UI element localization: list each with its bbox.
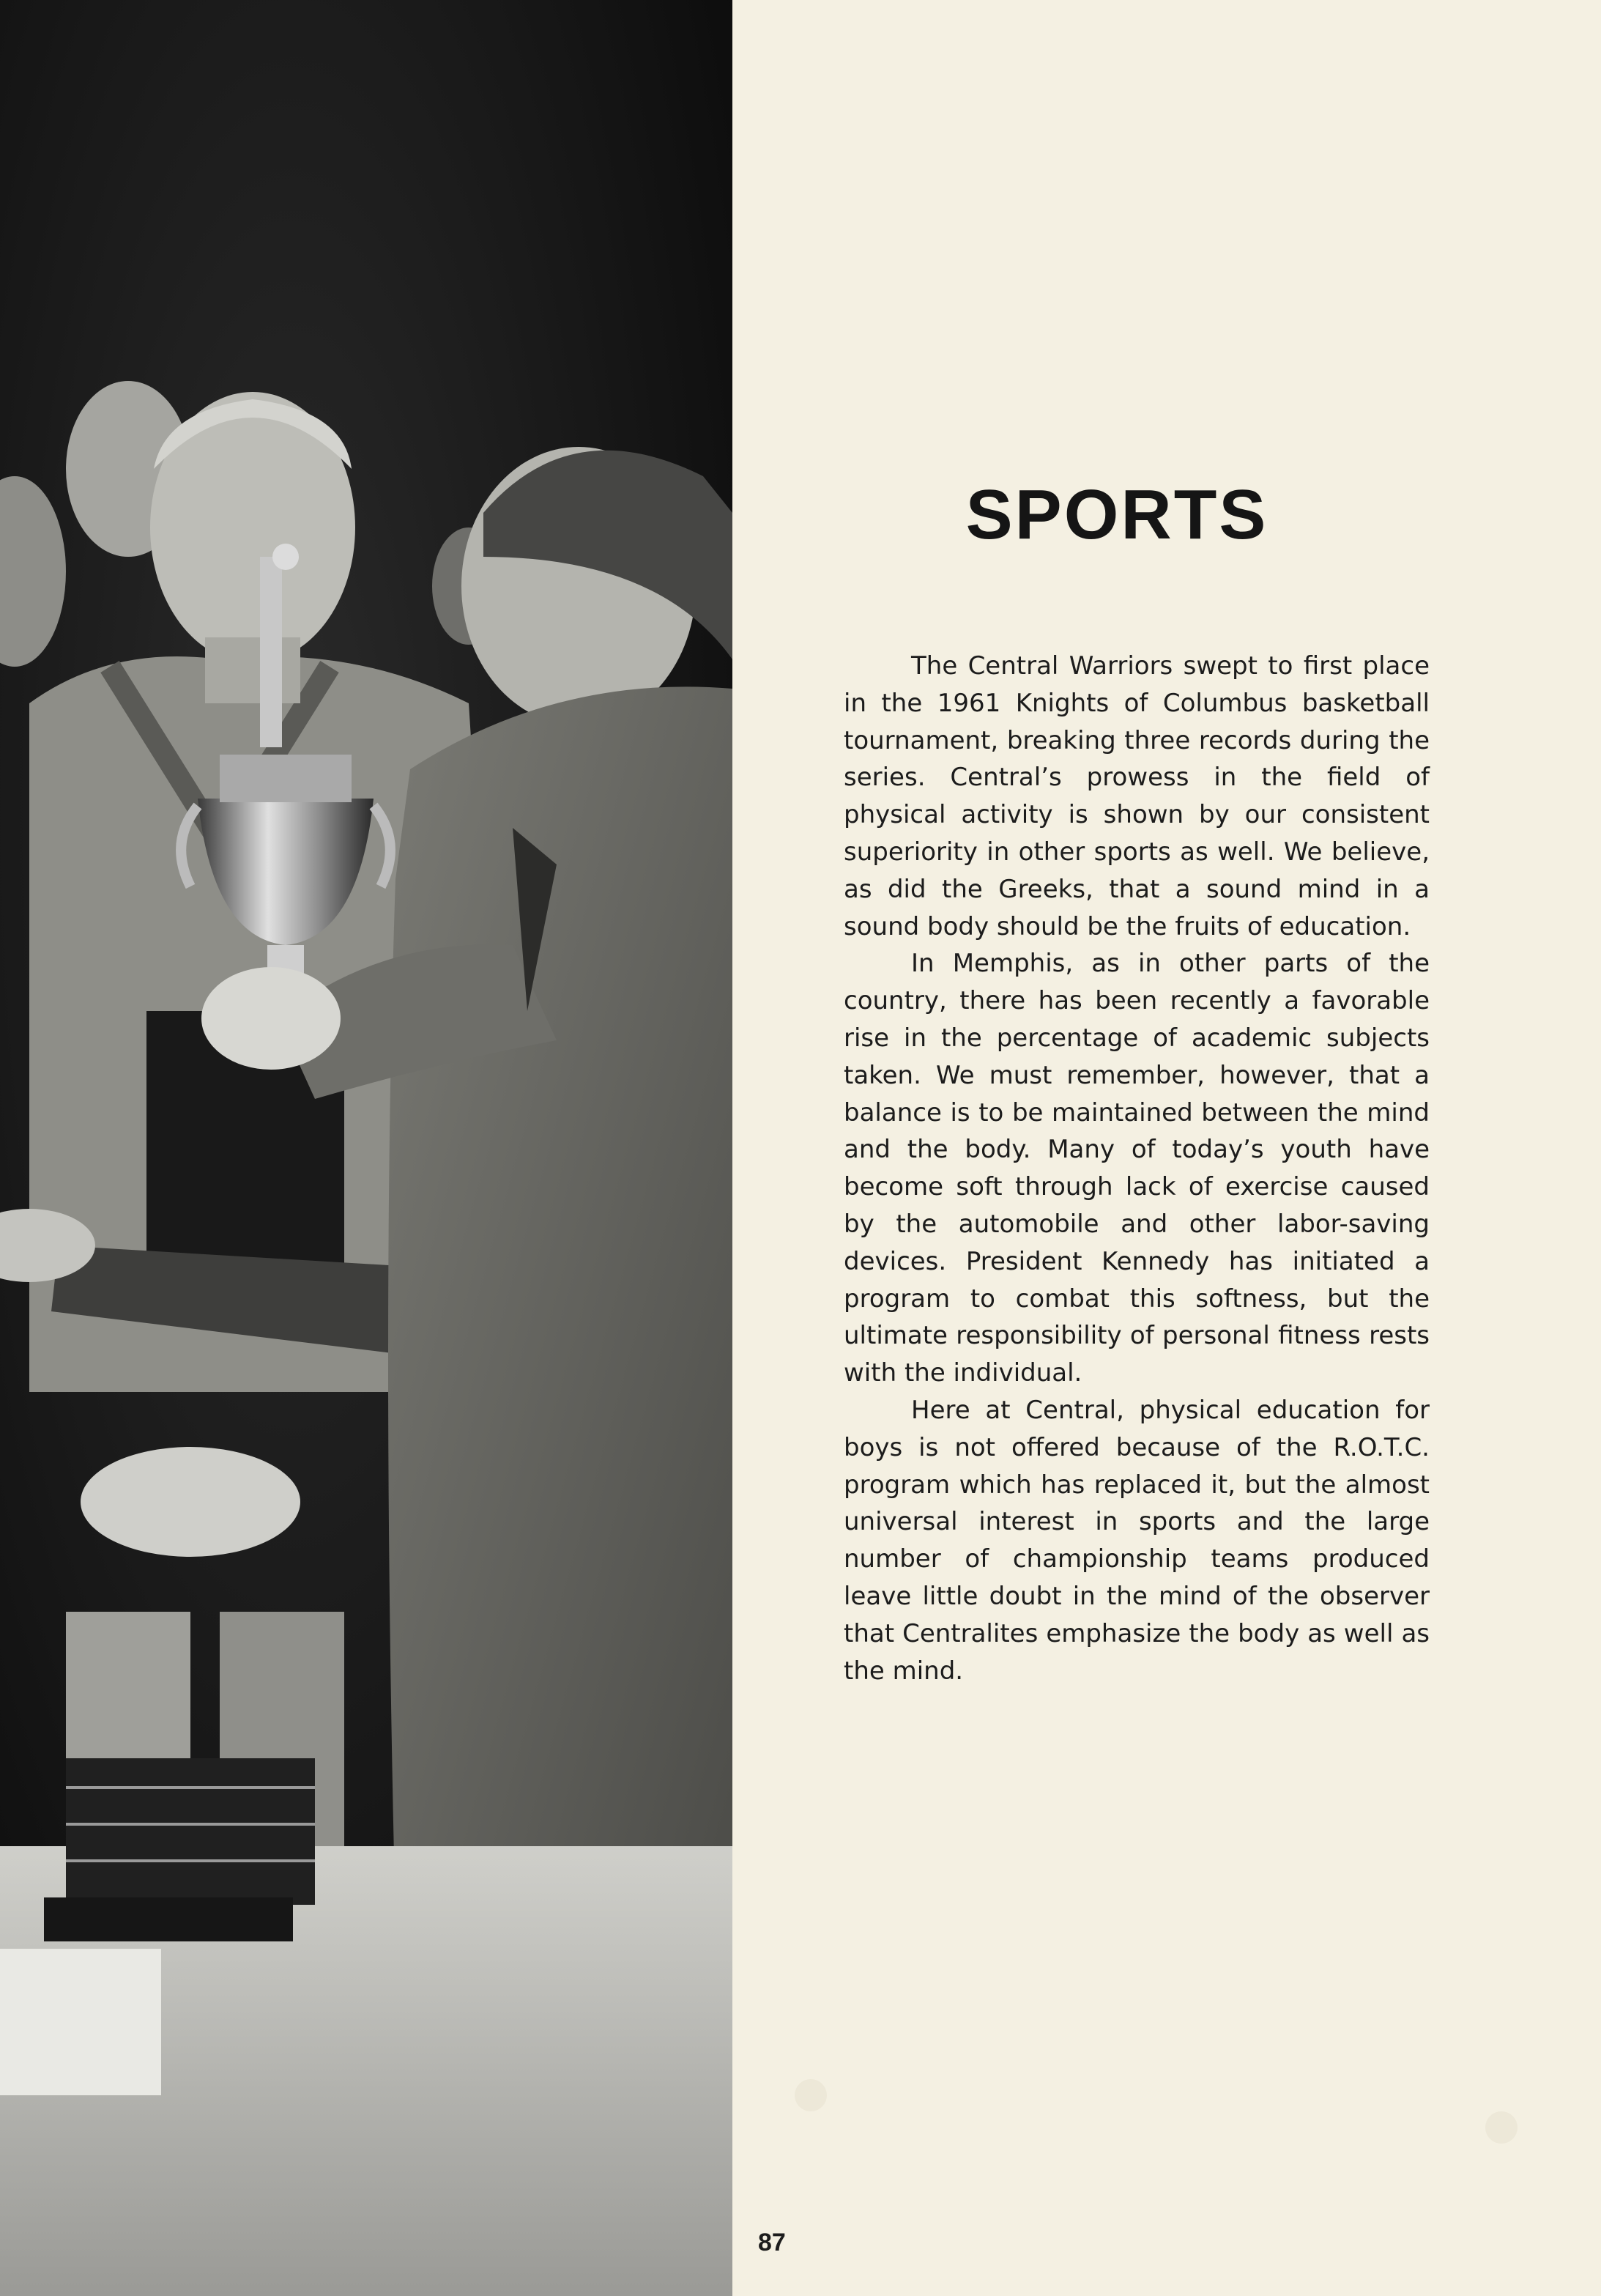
paragraph-1: The Central Warriors swept to first place in the 1961 Knights of Columbus basketball tournament, breaking three records during the series. Central’s prowess in the field of physical activity is shown by our consistent superiority in other sports as well. We believe, as did the Greeks, that a sound mind in a sound body should be the fruits of education. [844,651,1430,941]
trophy-presentation-photo [0,0,732,2296]
photo-illustration [0,0,732,2296]
page-title: SPORTS [965,475,1268,554]
paragraph-3: Here at Central, physical education for boys is not offered because of the R.O.T.C. program which has replaced it, but the almost universal interest in sports and the large number of championship teams produced leave little doubt in the mind of the observer that Centralites emphasize the body as well as the mind. [844,1395,1430,1686]
text-panel [732,0,1601,2296]
page-number: 87 [758,2229,786,2256]
paragraph-2: In Memphis, as in other parts of the country, there has been recently a favorable rise in the percentage of academic subjects taken. We must remember, however, that a balance is to be maintained between the mind and the body. Many of today’s youth have become soft through lack of exercise caused by the automobile and other labor-saving devices. President Kennedy has initiated a program to combat this softness, but the ultimate responsibility of personal fitness rests with the individual. [844,949,1430,1388]
faint-watermark-mark [1485,2111,1518,2144]
article-body [844,648,1430,1689]
faint-watermark-mark [795,2079,827,2111]
